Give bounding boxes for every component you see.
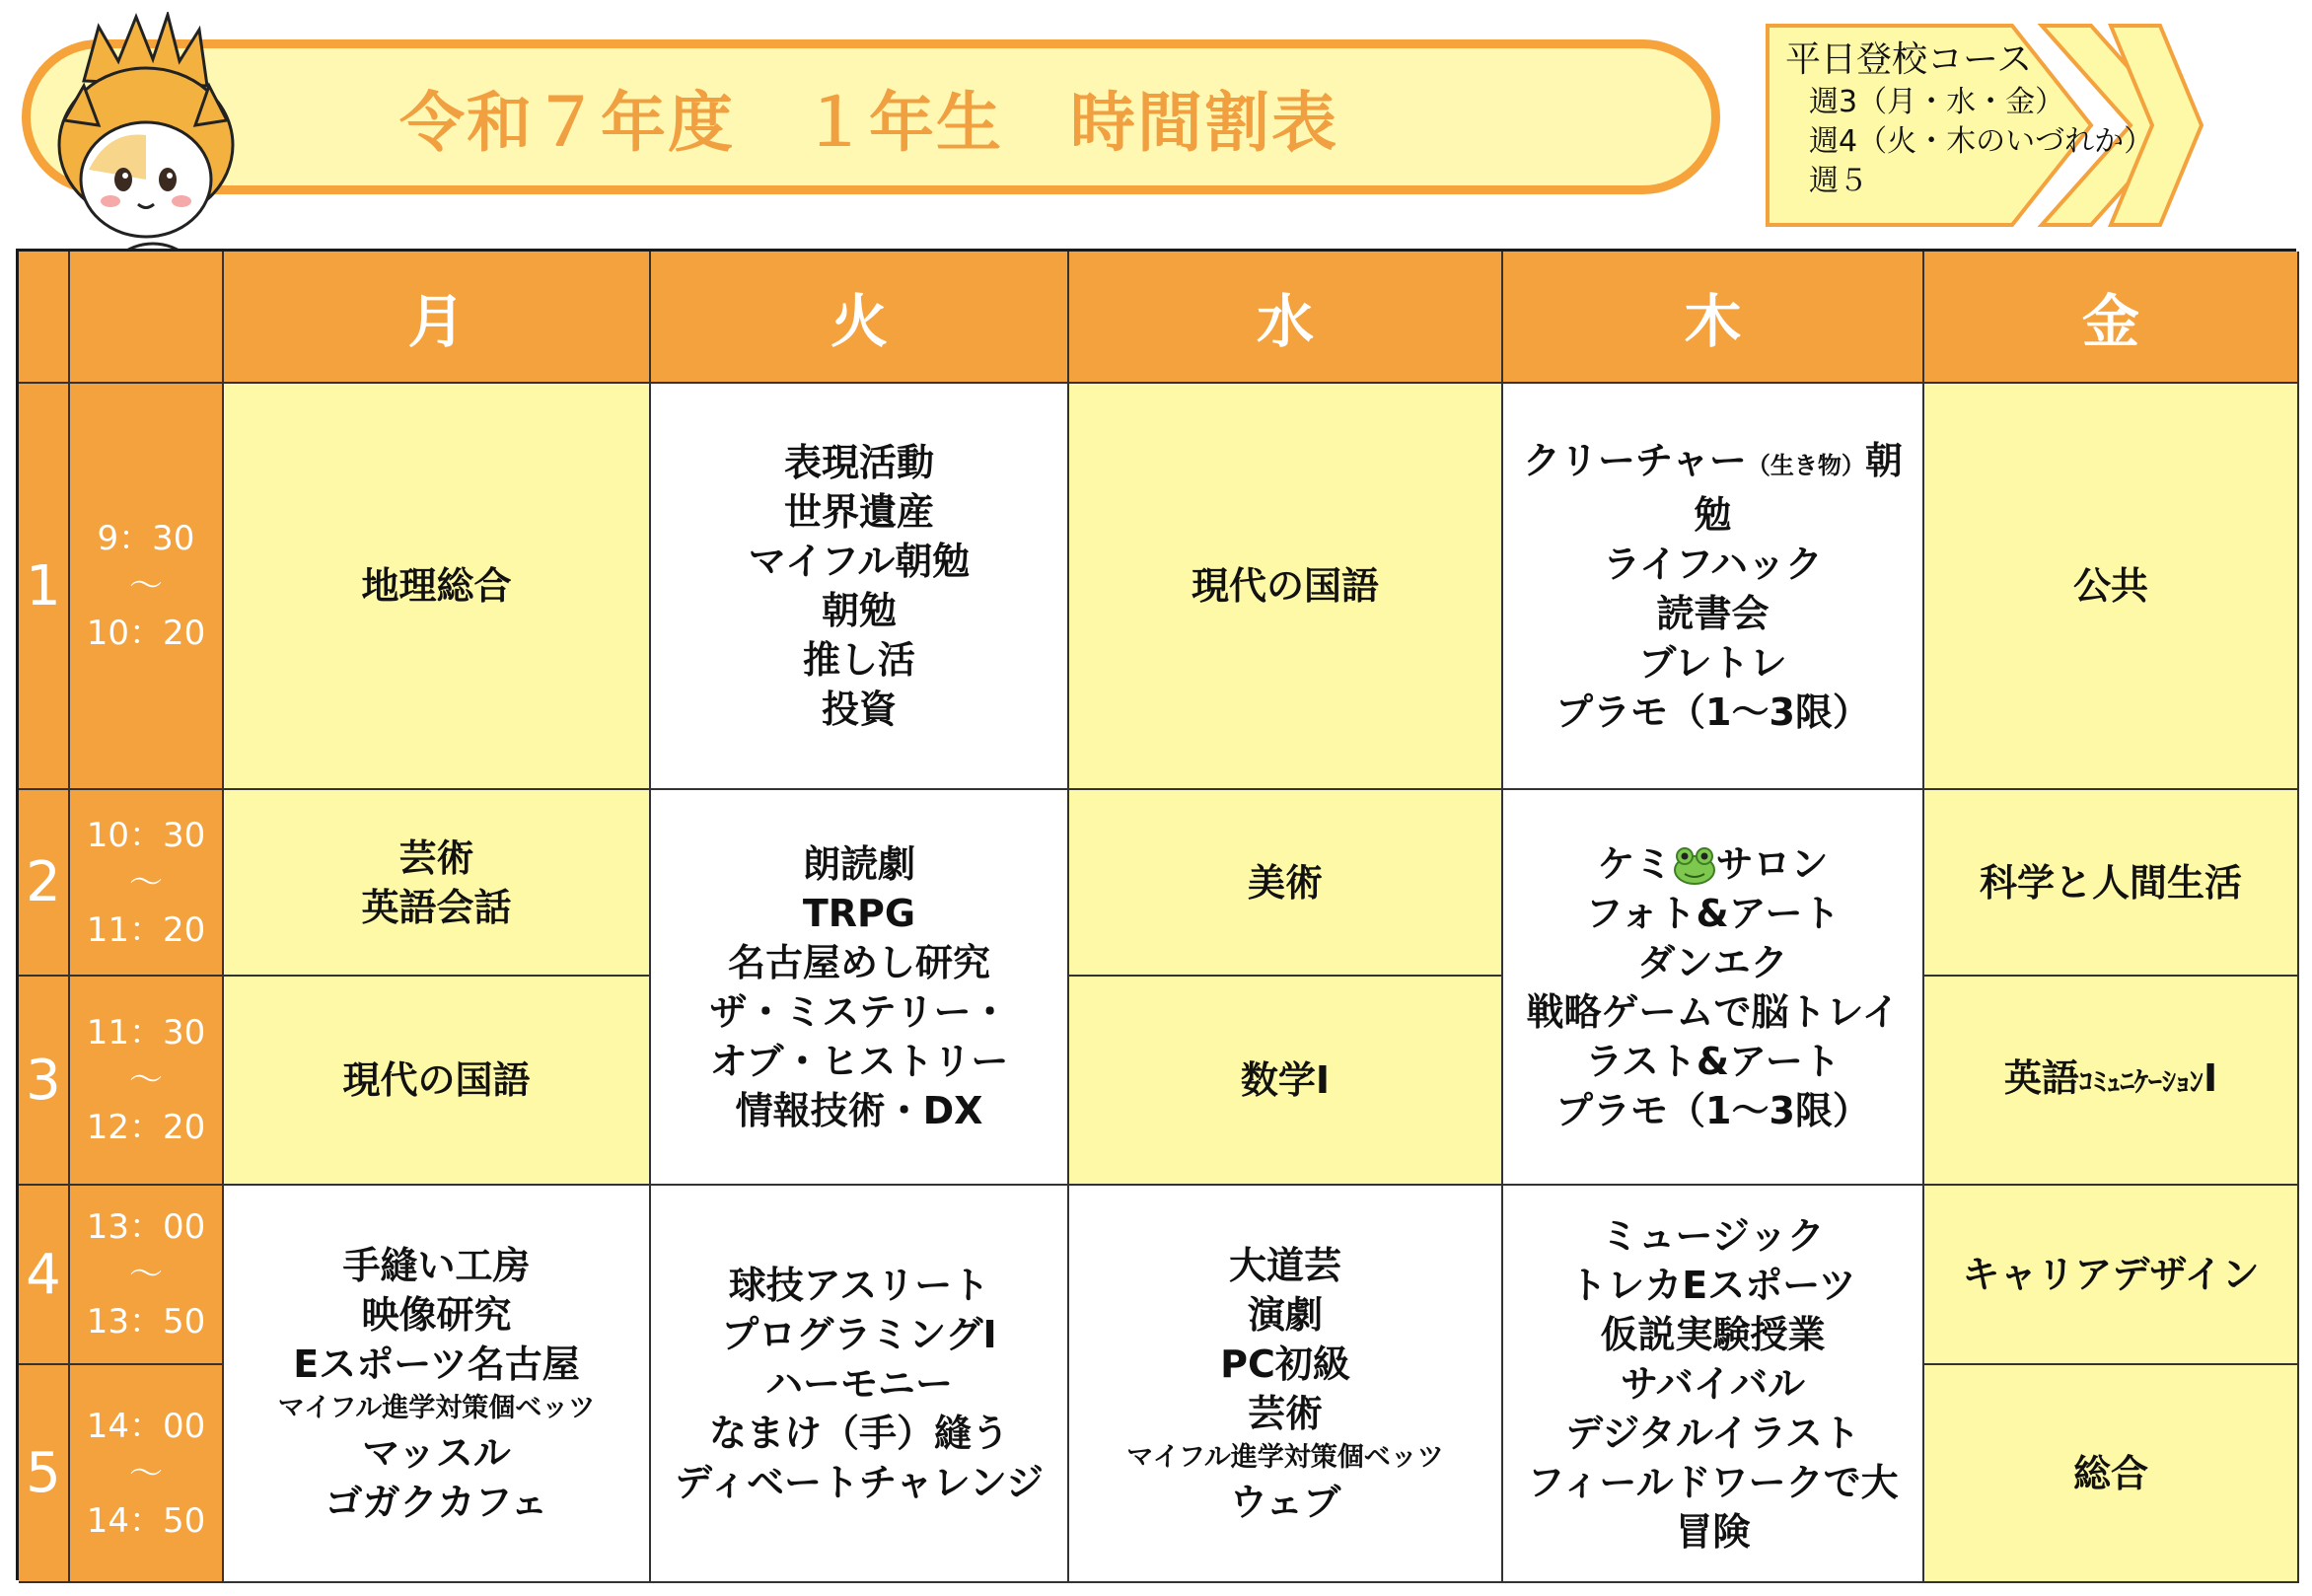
course-line: 週4（火・木のいづれか）: [1809, 124, 2154, 159]
class-name: 映像研究: [361, 1292, 512, 1337]
time-end: 10：20: [86, 614, 206, 653]
class-name: 現代の国語: [342, 1058, 531, 1102]
class-name: 投資: [821, 688, 897, 731]
class-name-part: ケミ: [1597, 841, 1673, 886]
class-name: 演劇: [1247, 1292, 1323, 1337]
class-name: 芸術: [1247, 1391, 1323, 1435]
class-cell-wed-p3: [1069, 977, 1503, 1186]
class-cell-mon-p45: [224, 1186, 651, 1583]
class-name: トレカEスポーツ: [1569, 1263, 1856, 1307]
time-start: 13：00: [86, 1207, 206, 1247]
class-name: 地理総合: [361, 564, 512, 608]
class-cell-fri-p2: [1924, 790, 2299, 977]
class-name: 戦略ゲームで脳トレイ: [1526, 989, 1900, 1034]
class-cell-wed-p45: [1069, 1186, 1503, 1583]
class-name: 科学と人間生活: [1979, 860, 2242, 905]
day-header-thu: 木: [1503, 252, 1924, 384]
class-name: 情報技術・DX: [735, 1088, 983, 1132]
class-name: ゴガクカフェ: [325, 1480, 548, 1524]
class-name: マイフル進学対策個ベッツ: [1126, 1441, 1444, 1473]
class-name: キャリアデザイン: [1962, 1253, 2260, 1296]
time-sep: 〜: [129, 862, 163, 903]
class-name: ディベートチャレンジ: [675, 1460, 1044, 1504]
class-name: マイフル進学対策個ベッツ: [277, 1392, 596, 1423]
period-number: 3: [19, 977, 70, 1186]
class-name: 朝勉: [821, 589, 897, 632]
class-cell-tue-p23: [651, 790, 1069, 1186]
time-end: 14：50: [86, 1500, 206, 1541]
class-name: 読書会: [1656, 591, 1770, 635]
class-name: ミュージック: [1601, 1213, 1825, 1258]
time-sep: 〜: [129, 566, 163, 606]
period-time: [70, 977, 224, 1186]
corner-cell: [70, 252, 224, 384]
class-name: プラモ（1〜3限）: [1555, 1088, 1870, 1132]
class-name: マッスル: [362, 1430, 511, 1475]
class-name: 公共: [2072, 564, 2148, 608]
class-cell-mon-p2: [224, 790, 651, 977]
class-name: [1523, 436, 1903, 490]
frog-emoji-icon: [1673, 846, 1716, 886]
time-sep: 〜: [129, 1255, 163, 1294]
class-name-part: 英語: [2003, 1056, 2079, 1100]
time-end: 13：50: [86, 1302, 206, 1342]
period-time: [70, 1365, 224, 1583]
course-line: 週3（月・水・金）: [1809, 85, 2065, 119]
time-start: 14：00: [86, 1406, 206, 1446]
class-name: 名古屋めし研究: [727, 940, 990, 984]
class-name-part: ｺﾐｭﾆｹｰｼｮﾝ: [2078, 1065, 2204, 1098]
class-cell-fri-p3: [1924, 977, 2299, 1186]
class-name: デジタルイラスト: [1565, 1411, 1860, 1455]
day-header-fri: 金: [1924, 252, 2299, 384]
class-name: サバイバル: [1621, 1361, 1805, 1406]
class-name: フィールドワークで大: [1527, 1460, 1899, 1504]
class-name: 芸術: [398, 835, 474, 880]
class-name: TRPG: [802, 891, 916, 935]
class-name: 球技アスリート: [728, 1263, 990, 1307]
period-time: [70, 384, 224, 790]
time-end: 12：20: [86, 1108, 206, 1147]
class-name: 仮説実験授業: [1600, 1312, 1826, 1356]
class-cell-fri-p1: [1924, 384, 2299, 790]
period-number: 1: [19, 384, 70, 790]
day-header-tue: 火: [651, 252, 1069, 384]
day-header-mon: 月: [224, 252, 651, 384]
class-name-part: 朝: [1864, 438, 1903, 482]
class-name: フォト&アート: [1585, 891, 1841, 935]
class-name: 世界遺産: [783, 490, 934, 534]
class-name: 現代の国語: [1191, 564, 1379, 608]
class-cell-thu-p45: [1503, 1186, 1924, 1583]
class-name: 勉: [1694, 492, 1732, 537]
time-end: 11：20: [86, 909, 206, 950]
class-name: Eスポーツ名古屋: [293, 1342, 580, 1386]
class-cell-fri-p5: [1924, 1365, 2299, 1583]
class-name: 朗読劇: [802, 841, 915, 886]
class-name: 手縫い工房: [342, 1243, 531, 1287]
period-number: 4: [19, 1186, 70, 1365]
class-cell-mon-p1: [224, 384, 651, 790]
title-banner: [22, 39, 1720, 194]
class-cell-mon-p3: [224, 977, 651, 1186]
time-start: 9：30: [97, 519, 195, 558]
class-name: なまけ（手）縫う: [708, 1411, 1009, 1455]
class-cell-wed-p1: [1069, 384, 1503, 790]
period-number: 2: [19, 790, 70, 977]
class-name: 推し活: [802, 638, 915, 682]
class-name: プラモ（1〜3限）: [1555, 689, 1870, 734]
course-text: [1785, 37, 2200, 201]
class-name: プログラミングⅠ: [721, 1312, 997, 1356]
class-name-part: クリーチャー: [1523, 438, 1747, 482]
class-name: マイフル朝勉: [748, 540, 971, 583]
time-start: 11：30: [86, 1013, 206, 1052]
class-cell-tue-p1: [651, 384, 1069, 790]
class-name-part: Ⅰ: [2203, 1056, 2218, 1100]
class-name: ダンエク: [1637, 940, 1788, 984]
class-name: 総合: [2072, 1451, 2148, 1495]
timetable: [16, 249, 2296, 1580]
class-name: PC初級: [1220, 1342, 1350, 1386]
class-name: 数学Ⅰ: [1240, 1058, 1331, 1102]
class-name: 大道芸: [1228, 1243, 1341, 1287]
class-name: 英語会話: [361, 885, 512, 929]
period-number: 5: [19, 1365, 70, 1583]
class-name: ハーモニー: [764, 1361, 953, 1406]
time-sep: 〜: [129, 1453, 163, 1493]
class-name: 美術: [1247, 860, 1323, 905]
class-name: ラスト&アート: [1585, 1039, 1841, 1083]
class-name: ライフハック: [1603, 542, 1823, 586]
time-start: 10：30: [86, 815, 206, 855]
class-cell-tue-p45: [651, 1186, 1069, 1583]
class-name: 冒険: [1675, 1509, 1751, 1554]
time-sep: 〜: [129, 1060, 163, 1100]
class-name-note: （生き物）: [1746, 451, 1865, 479]
day-header-wed: 水: [1069, 252, 1503, 384]
course-title: 平日登校コース: [1785, 39, 2033, 80]
class-cell-thu-p23: [1503, 790, 1924, 1186]
class-name: ブレトレ: [1638, 640, 1787, 685]
class-name: ザ・ミステリー・: [709, 989, 1009, 1034]
period-time: [70, 1186, 224, 1365]
class-name-part: サロン: [1715, 841, 1829, 886]
course-info-box: [1766, 24, 2204, 227]
class-cell-wed-p2: [1069, 790, 1503, 977]
class-name: ウェブ: [1229, 1480, 1341, 1524]
course-line: 週５: [1809, 164, 1868, 198]
class-name: 表現活動: [783, 441, 934, 484]
class-cell-thu-p1: [1503, 384, 1924, 790]
class-name: [2004, 1053, 2217, 1107]
class-name: [1597, 839, 1828, 889]
class-cell-fri-p4: [1924, 1186, 2299, 1365]
corner-cell: [19, 252, 70, 384]
page-title: 令和７年度 １年生 時間割表: [399, 85, 1338, 161]
class-name: オブ・ヒストリー: [709, 1039, 1009, 1083]
period-time: [70, 790, 224, 977]
